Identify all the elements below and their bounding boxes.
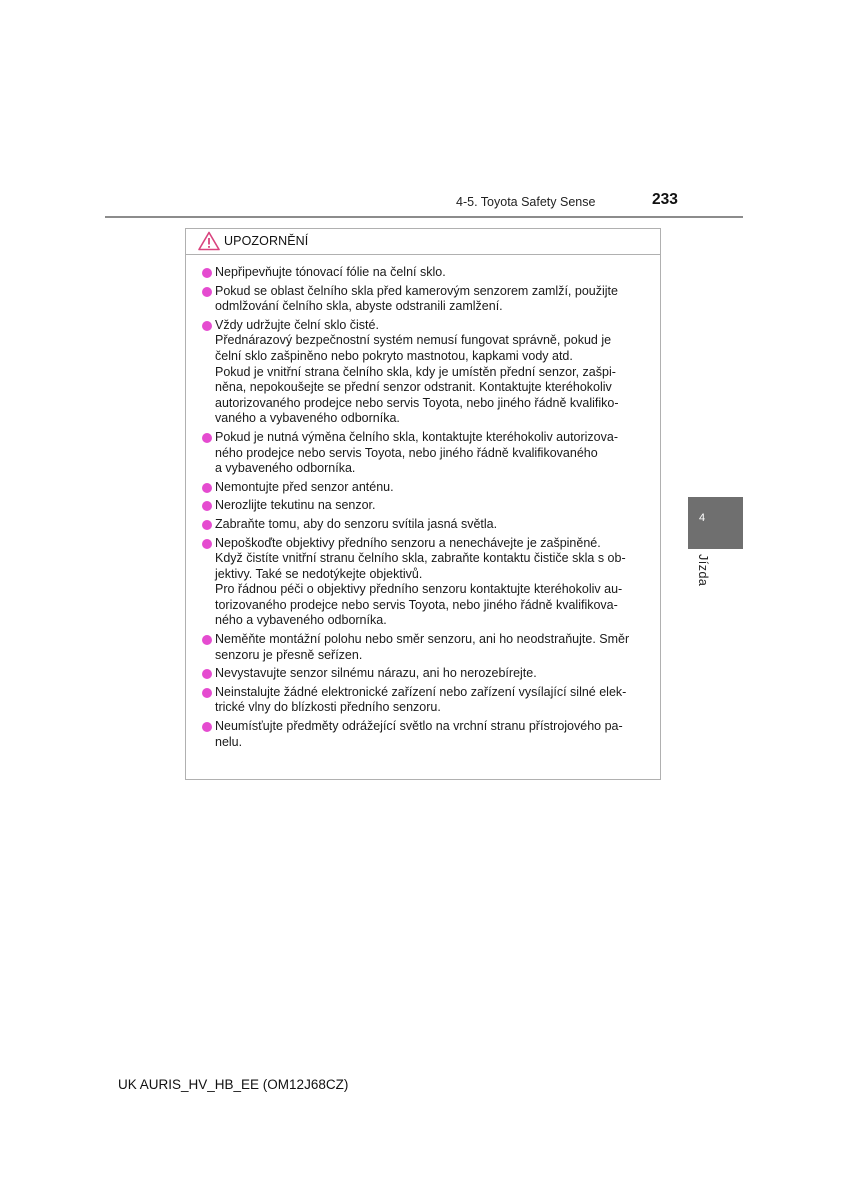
warning-item-text: Vždy udržujte čelní sklo čisté. Přednárazový bezpečnostní systém nemusí fungovat správně, pokud je čelní sklo zašpiněno nebo pokryto mastnotou, kapkami vody atd. Pokud je vnitřní strana čelního skla, kdy je umístěn přední senzor, zašpi- něna, nepokoušejte se přední senzor odstranit. Kontaktujte kteréhokoliv autorizovaného prodejce nebo servis Toyota, nebo jiného řádně kvalifiko- vaného a vybaveného odborníka. xyxy=(215,317,619,426)
chapter-name: Jízda xyxy=(696,554,710,587)
warning-item xyxy=(202,517,658,533)
warning-item xyxy=(202,632,658,663)
warning-item xyxy=(202,480,658,496)
warning-item xyxy=(202,685,658,716)
bullet-icon xyxy=(202,688,212,698)
warning-item xyxy=(202,265,658,281)
bullet-icon xyxy=(202,433,212,443)
bullet-icon xyxy=(202,268,212,278)
warning-item xyxy=(202,284,658,315)
warning-item xyxy=(202,498,658,514)
bullet-icon xyxy=(202,501,212,511)
bullet-icon xyxy=(202,722,212,732)
section-title: 4-5. Toyota Safety Sense xyxy=(456,195,596,209)
bullet-icon xyxy=(202,321,212,331)
chapter-tab xyxy=(688,497,743,549)
bullet-icon xyxy=(202,520,212,530)
page-number: 233 xyxy=(652,191,678,208)
header-rule xyxy=(105,216,743,218)
warning-item-text: Nepoškoďte objektivy předního senzoru a nenechávejte je zašpiněné. Když čistíte vnitřní stranu čelního skla, zabraňte kontaktu čističe skla s ob- jektivy. Také se nedotýkejte objektivů. Pro řádnou péči o objektivy předního senzoru kontaktujte kteréhokoliv au- torizovaného prodejce nebo servis Toyota, nebo jiného řádně kvalifikova- ného a vybaveného odborníka. xyxy=(215,535,626,628)
warning-item xyxy=(202,430,658,477)
warning-item-text: Neinstalujte žádné elektronické zařízení nebo zařízení vysílající silné elek- trické vlny do blízkosti předního senzoru. xyxy=(215,684,627,715)
footer-code: UK AURIS_HV_HB_EE (OM12J68CZ) xyxy=(118,1077,349,1092)
warning-item-text: Zabraňte tomu, aby do senzoru svítila jasná světla. xyxy=(215,516,498,531)
bullet-icon xyxy=(202,539,212,549)
warning-item-text: Neměňte montážní polohu nebo směr senzoru, ani ho neodstraňujte. Směr senzoru je přesně seřízen. xyxy=(215,632,630,662)
warning-triangle-icon xyxy=(198,231,220,251)
warning-item xyxy=(202,318,658,427)
warning-item-text: Nevystavujte senzor silnému nárazu, ani ho nerozebírejte. xyxy=(215,666,537,681)
warning-item-text: Pokud je nutná výměna čelního skla, kontaktujte kteréhokoliv autorizova- ného prodejce nebo servis Toyota, nebo jiného řádně kvalifikovaného a vybaveného odborníka. xyxy=(215,429,619,476)
warning-item xyxy=(202,666,658,682)
warning-item-text: Nepřipevňujte tónovací fólie na čelní sklo. xyxy=(215,265,446,279)
chapter-number: 4 xyxy=(699,512,706,524)
warning-item xyxy=(202,719,658,750)
warning-list xyxy=(202,265,658,753)
warning-title: UPOZORNĚNÍ xyxy=(224,234,309,248)
warning-item-text: Neumísťujte předměty odrážející světlo na vrchní stranu přístrojového pa- nelu. xyxy=(215,719,623,749)
warning-header xyxy=(186,229,660,255)
bullet-icon xyxy=(202,287,212,297)
warning-item-text: Nemontujte před senzor anténu. xyxy=(215,479,394,494)
warning-item xyxy=(202,536,658,630)
bullet-icon xyxy=(202,669,212,679)
bullet-icon xyxy=(202,635,212,645)
warning-box xyxy=(185,228,661,780)
warning-item-text: Nerozlijte tekutinu na senzor. xyxy=(215,498,376,513)
warning-item-text: Pokud se oblast čelního skla před kamerovým senzorem zamlží, použijte odmlžování čelního skla, abyste odstranili zamlžení. xyxy=(215,283,618,314)
bullet-icon xyxy=(202,483,212,493)
